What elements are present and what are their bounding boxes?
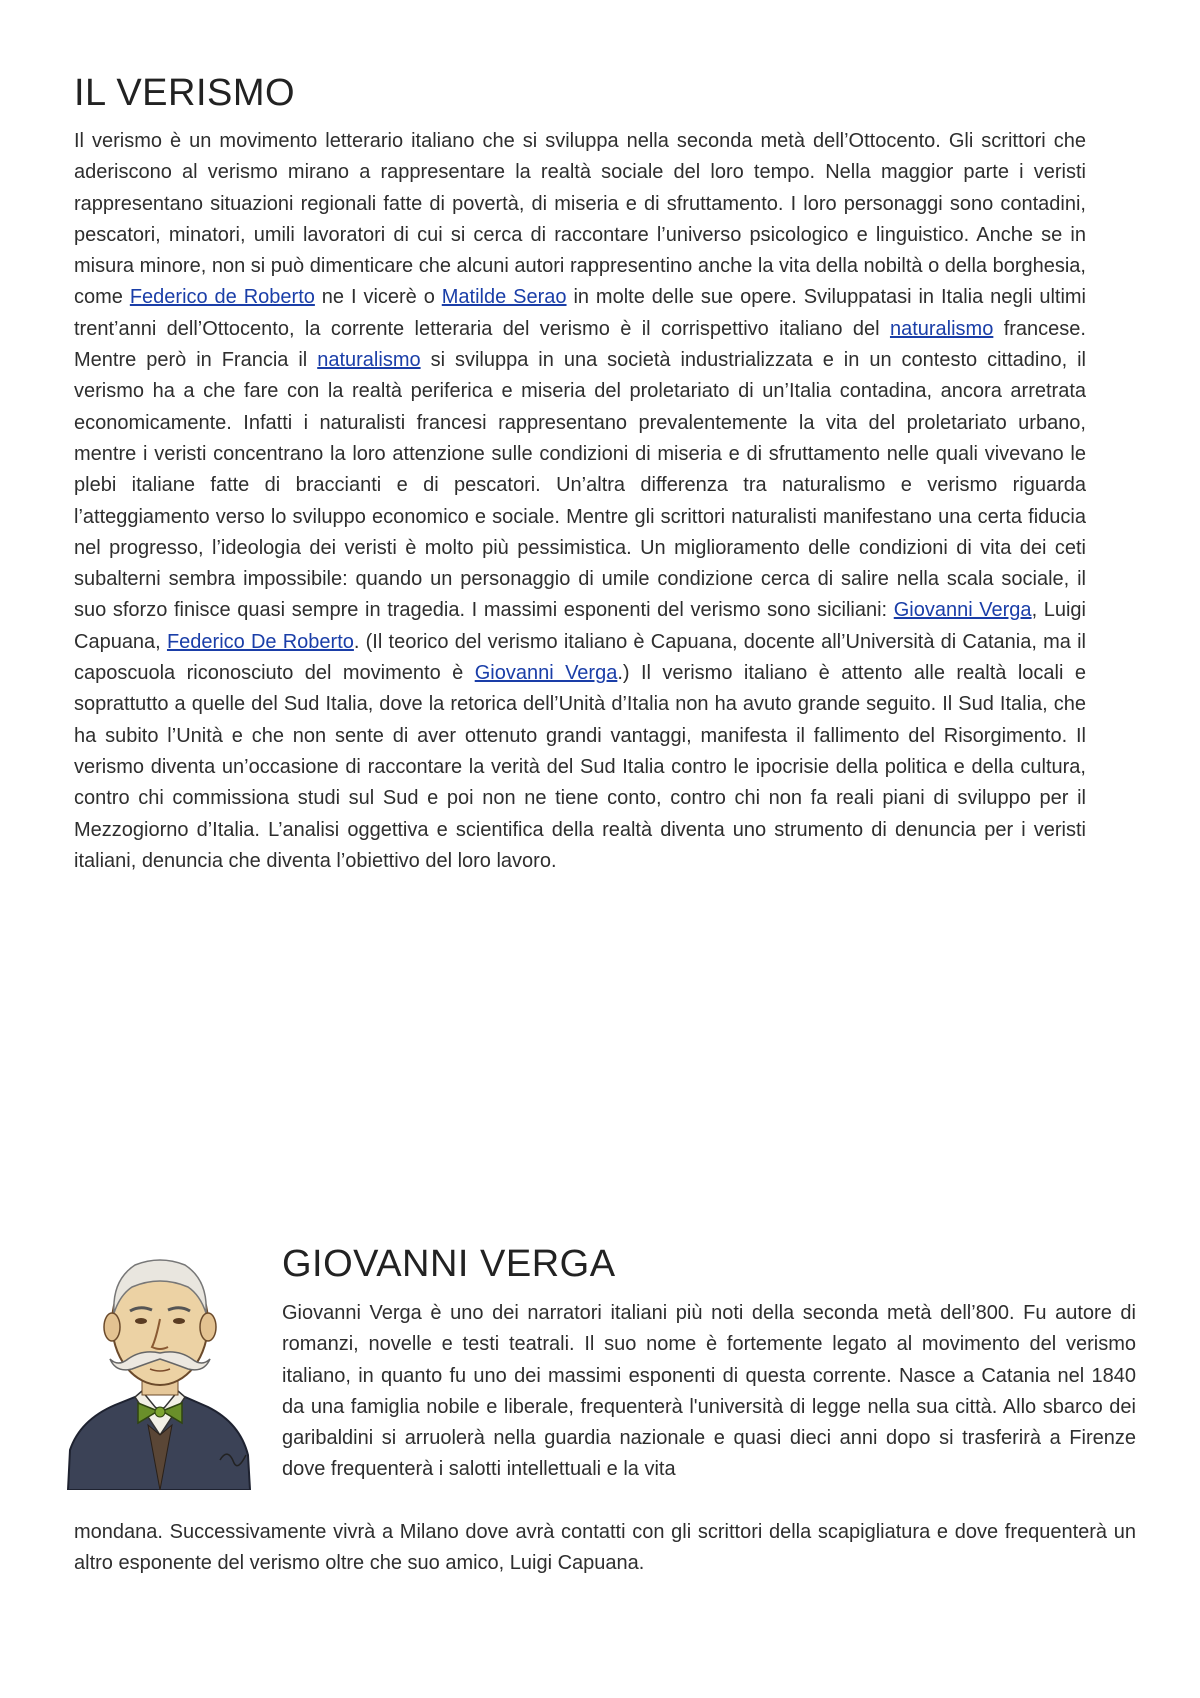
- link-naturalismo-1[interactable]: naturalismo: [889, 317, 994, 340]
- link-federico-de-roberto-2[interactable]: Federico De Roberto: [166, 630, 354, 653]
- link-matilde-serao[interactable]: Matilde Serao: [441, 286, 567, 309]
- text-run: . (Il teorico del verismo italiano è Capuana, docente all’Università di Catania, ma il caposcuola riconosciuto del movimento è: [74, 630, 1086, 685]
- link-federico-de-roberto[interactable]: Federico de Roberto: [129, 286, 315, 309]
- section-title-giovanni-verga: GIOVANNI VERGA: [282, 1243, 616, 1285]
- text-run: si sviluppa in una società industrializzata e in un contesto cittadino, il verismo ha a che fare con la realtà periferica e miseria del proletariato di un’Italia contadina, ancora arretrata economicamente. Infatti i naturalisti francesi rappresentano prevalentemente la vita del proletariato urbano, mentre i veristi concentrano la loro attenzione sulle condizioni di miseria e di sfruttamento nelle quali vivevano le plebi italiane fatte di braccianti e di pescatori. Un’altra differenza tra naturalismo e verismo riguarda l’atteggiamento verso lo sviluppo economico e sociale. Mentre gli scrittori naturalisti manifestano una certa fiducia nel progresso, l’ideologia dei veristi è molto più pessimistica. Un miglioramento delle condizioni di vita dei ceti subalterni sembra impossibile: quando un personaggio di umile condizione cerca di salire nella scala sociale, il suo sforzo finisce quasi sempre in tragedia. I massimi esponenti del verismo sono siciliani:: [74, 349, 1086, 622]
- giovanni-verga-portrait-image: [60, 1235, 260, 1490]
- text-run: , Luigi Capuana,: [74, 599, 1086, 653]
- text-run: francese. Mentre però in Francia il: [74, 317, 1086, 372]
- link-giovanni-verga-1[interactable]: Giovanni Verga: [893, 599, 1032, 622]
- text-run: .) Il verismo italiano è attento alle realtà locali e soprattutto a quelle del Sud Italia, dove la retorica dell’Unità d’Italia non ha avuto grande seguito. Il Sud Italia, che ha subito l’Unità e che non sente di aver ottenuto grandi vantaggi, manifesta il fallimento del Risorgimento. Il verismo diventa un’occasione di raccontare la verità del Sud Italia contro le ipocrisie della politica e della cultura, contro chi commissiona studi sul Sud e poi non ne tiene conto, contro chi non fa reali piani di sviluppo per il Mezzogiorno d’Italia. L’analisi oggettiva e scientifica della realtà diventa uno strumento di denuncia per i veristi italiani, denuncia che diventa l’obiettivo del loro lavoro.: [74, 662, 1086, 872]
- link-naturalismo-2[interactable]: naturalismo: [317, 349, 421, 372]
- link-giovanni-verga-2[interactable]: Giovanni Verga: [474, 662, 618, 685]
- verga-paragraph-continued: mondana. Successivamente vivrà a Milano dove avrà contatti con gli scrittori della scapigliatura e dove frequenterà un altro esponente del verismo oltre che suo amico, Luigi Capuana.: [74, 1521, 1136, 1575]
- text-run: in molte delle sue opere. Sviluppatasi in Italia negli ultimi trent’anni dell’Ottocento, la corrente letteraria del verismo è il corrispettivo italiano del: [74, 286, 1086, 340]
- text-run: Il verismo è un movimento letterario italiano che si sviluppa nella seconda metà dell’Ottocento. Gli scrittori che aderiscono al verismo mirano a rappresentare la realtà sociale del loro tempo. Nella maggior parte i veristi rappresentano situazioni regionali fatte di povertà, di miseria e di sfruttamento. I loro personaggi sono contadini, pescatori, minatori, umili lavoratori di cui si cerca di raccontare l’universo psicologico e linguistico. Anche se in misura minore, non si può dimenticare che alcuni autori rappresentino anche la vita della nobiltà o della borghesia, come: [74, 130, 1086, 309]
- verismo-paragraph: [74, 126, 1086, 877]
- section-title-verismo: IL VERISMO: [74, 72, 296, 114]
- verga-paragraph-beside-image: Giovanni Verga è uno dei narratori italiani più noti della seconda metà dell’800. Fu autore di romanzi, novelle e testi teatrali. Il suo nome è fortemente legato al movimento del verismo italiano, in quanto fu uno dei massimi esponenti di questa corrente. Nasce a Catania nel 1840 da una famiglia nobile e liberale, frequenterà l'università di legge nella sua città. Allo sbarco dei garibaldini si arruolerà nella guardia nazionale e quasi dieci anni dopo si trasferirà a Firenze dove frequenterà i salotti intellettuali e la vita: [282, 1302, 1136, 1481]
- text-run: ne I vicerè o: [314, 286, 442, 309]
